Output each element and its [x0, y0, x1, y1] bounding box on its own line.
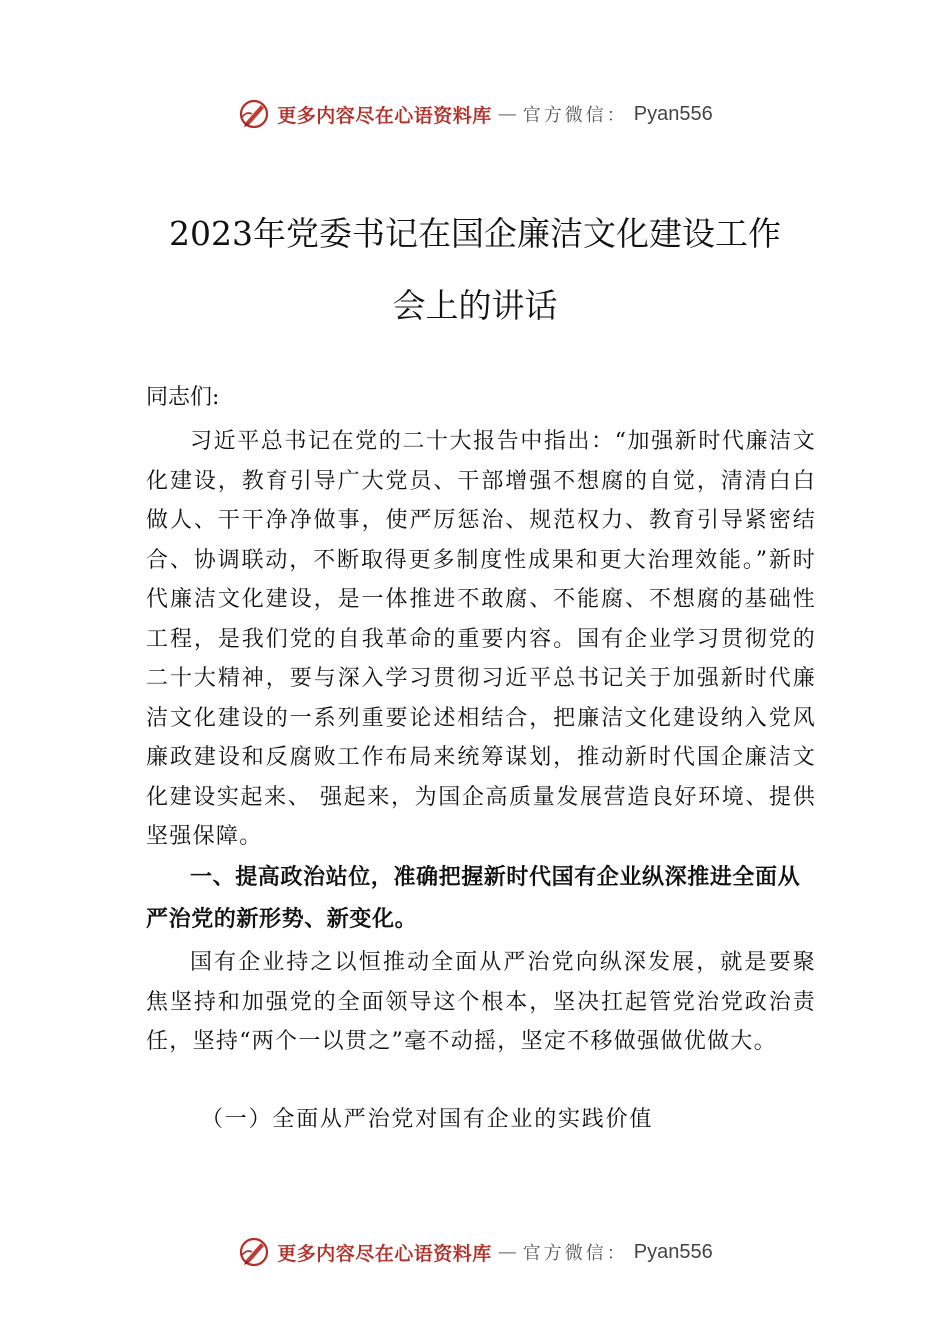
- salutation: 同志们:: [146, 385, 220, 410]
- paragraph-2: [146, 943, 816, 1062]
- banner-dash: —: [497, 103, 517, 125]
- pen-logo-icon: [237, 97, 271, 131]
- banner-brand-text: 更多内容尽在心语资料库: [277, 1242, 492, 1265]
- watermark-banner-top: [0, 92, 950, 136]
- paragraph-1-text: 习近平总书记在党的二十大报告中指出：“加强新时代廉洁文化建设，教育引导广大党员、干部增强不想腐的自觉，清清白白做人、干干净净做事，使严厉惩治、规范权力、教育引导紧密结合、协调联动，不断取得更多制度性成果和更大治理效能。”新时代廉洁文化建设，是一体推进不敢腐、不能腐、不想腐的基础性工程，是我们党的自我革命的重要内容。国有企业学习贯彻党的二十大精神，要与深入学习贯彻习近平总书记关于加强新时代廉洁文化建设的一系列重要论述相结合，把廉洁文化建设纳入党风廉政建设和反腐败工作布局来统筹谋划，推动新时代国企廉洁文化建设实起来、 强起来，为国企高质量发展营造良好环境、提供坚强保障。: [146, 429, 816, 849]
- banner-wechat-id: Pyan556: [633, 102, 713, 125]
- title-line-1: 2023年党委书记在国企廉洁文化建设工作: [169, 214, 781, 253]
- banner-dash: —: [497, 1241, 517, 1263]
- section-heading-1: 一、提高政治站位，准确把握新时代国有企业纵深推进全面从严治党的新形势、新变化。: [146, 865, 801, 932]
- paragraph-1: [146, 422, 816, 857]
- watermark-banner-bottom: [0, 1230, 950, 1274]
- document-title: [140, 198, 810, 342]
- pen-logo-icon: [237, 1235, 271, 1269]
- subheading-1: （一）全面从严治党对国有企业的实践价值: [201, 1107, 654, 1132]
- title-line-2: 会上的讲话: [392, 286, 558, 325]
- banner-wechat-label: 官方微信：: [522, 1243, 628, 1264]
- banner-wechat-id: Pyan556: [633, 1240, 713, 1263]
- paragraph-2-text: 国有企业持之以恒推动全面从严治党向纵深发展，就是要聚焦坚持和加强党的全面领导这个根本，坚决扛起管党治党政治责任，坚持“两个一以贯之”毫不动摇，坚定不移做强做优做大。: [146, 950, 816, 1054]
- banner-wechat-label: 官方微信：: [522, 105, 628, 126]
- banner-brand-text: 更多内容尽在心语资料库: [277, 104, 492, 127]
